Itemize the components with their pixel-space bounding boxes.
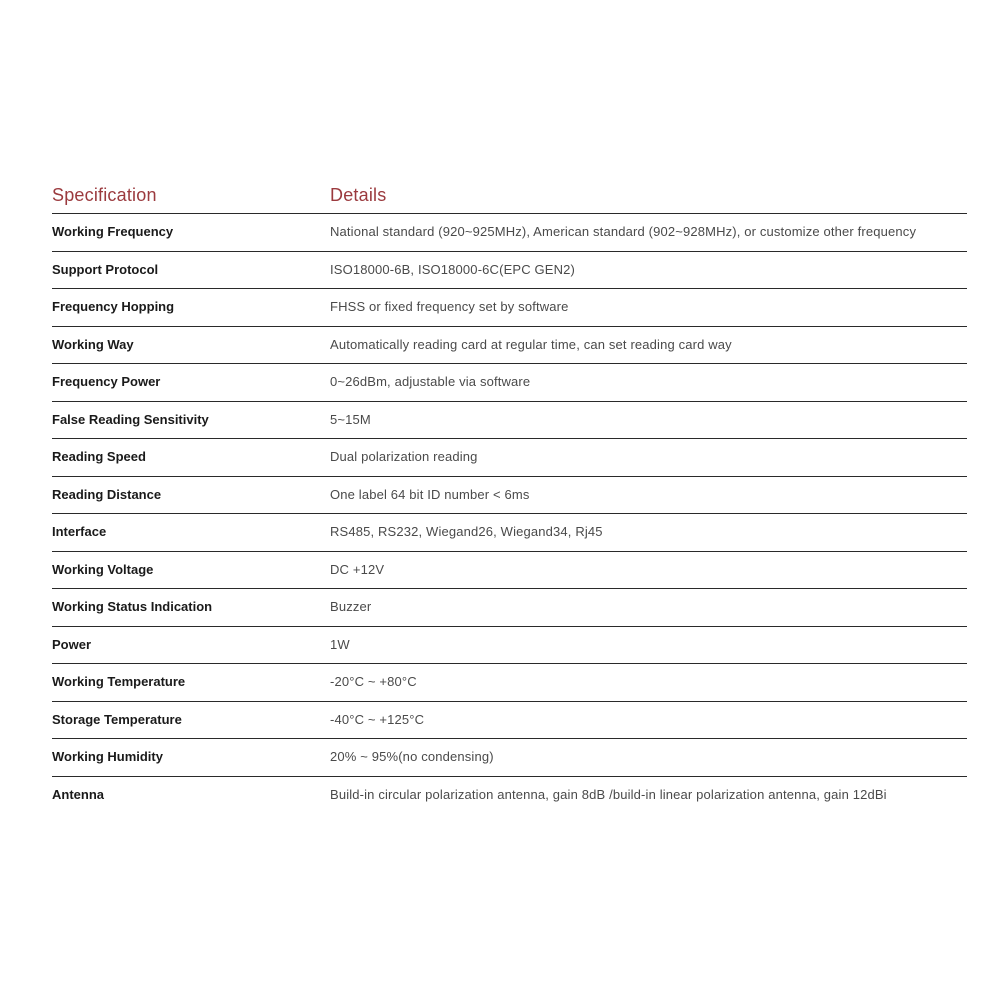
spec-name: Storage Temperature [52,711,182,727]
spec-value: 20% ~ 95%(no condensing) [330,749,494,764]
spec-name: False Reading Sensitivity [52,411,209,427]
spec-name: Working Voltage [52,561,154,577]
table-row [52,627,967,665]
spec-value: DC +12V [330,561,385,577]
spec-value: Automatically reading card at regular time, can set reading card way [330,336,732,352]
table-row [52,289,967,327]
spec-name: Antenna [52,786,104,802]
table-row [52,777,967,814]
table-row [52,664,967,702]
spec-name: Frequency Power [52,374,161,389]
spec-name: Working Frequency [52,224,174,239]
table-row [52,439,967,477]
spec-value: 1W [330,636,350,652]
spec-name: Power [52,636,92,652]
spec-value: Dual polarization reading [330,449,478,464]
spec-name: Working Status Indication [52,599,213,614]
table-row [52,252,967,290]
table-row [52,552,967,590]
spec-value: -20°C ~ +80°C [330,674,417,689]
spec-value: 5~15M [330,411,371,427]
table-row [52,402,967,440]
spec-value: One label 64 bit ID number < 6ms [330,486,530,502]
spec-name: Support Protocol [52,261,159,277]
spec-value: 0~26dBm, adjustable via software [330,374,531,389]
table-row [52,327,967,365]
table-row [52,739,967,777]
header-specification: Specification [52,185,157,205]
spec-name: Frequency Hopping [52,299,175,314]
spec-table [52,178,967,813]
table-row [52,364,967,402]
header-details: Details [330,185,387,205]
table-row [52,477,967,515]
table-row [52,589,967,627]
table-header [52,178,967,214]
spec-name: Reading Distance [52,486,162,502]
spec-name: Interface [52,524,107,539]
table-row [52,214,967,252]
spec-name: Working Way [52,336,134,352]
table-row [52,514,967,552]
table-body [52,214,967,813]
spec-value: National standard (920~925MHz), American standard (902~928MHz), or customize other frequency [330,224,917,239]
spec-value: ISO18000-6B, ISO18000-6C(EPC GEN2) [330,261,575,277]
spec-name: Working Temperature [52,674,186,689]
spec-name: Working Humidity [52,749,163,764]
spec-value: RS485, RS232, Wiegand26, Wiegand34, Rj45 [330,524,603,539]
table-row [52,702,967,740]
spec-value: Build-in circular polarization antenna, gain 8dB /build-in linear polarization antenna, gain 12dBi [330,786,887,802]
spec-value: Buzzer [330,599,372,614]
spec-value: -40°C ~ +125°C [330,711,425,727]
spec-value: FHSS or fixed frequency set by software [330,299,569,314]
spec-name: Reading Speed [52,449,146,464]
